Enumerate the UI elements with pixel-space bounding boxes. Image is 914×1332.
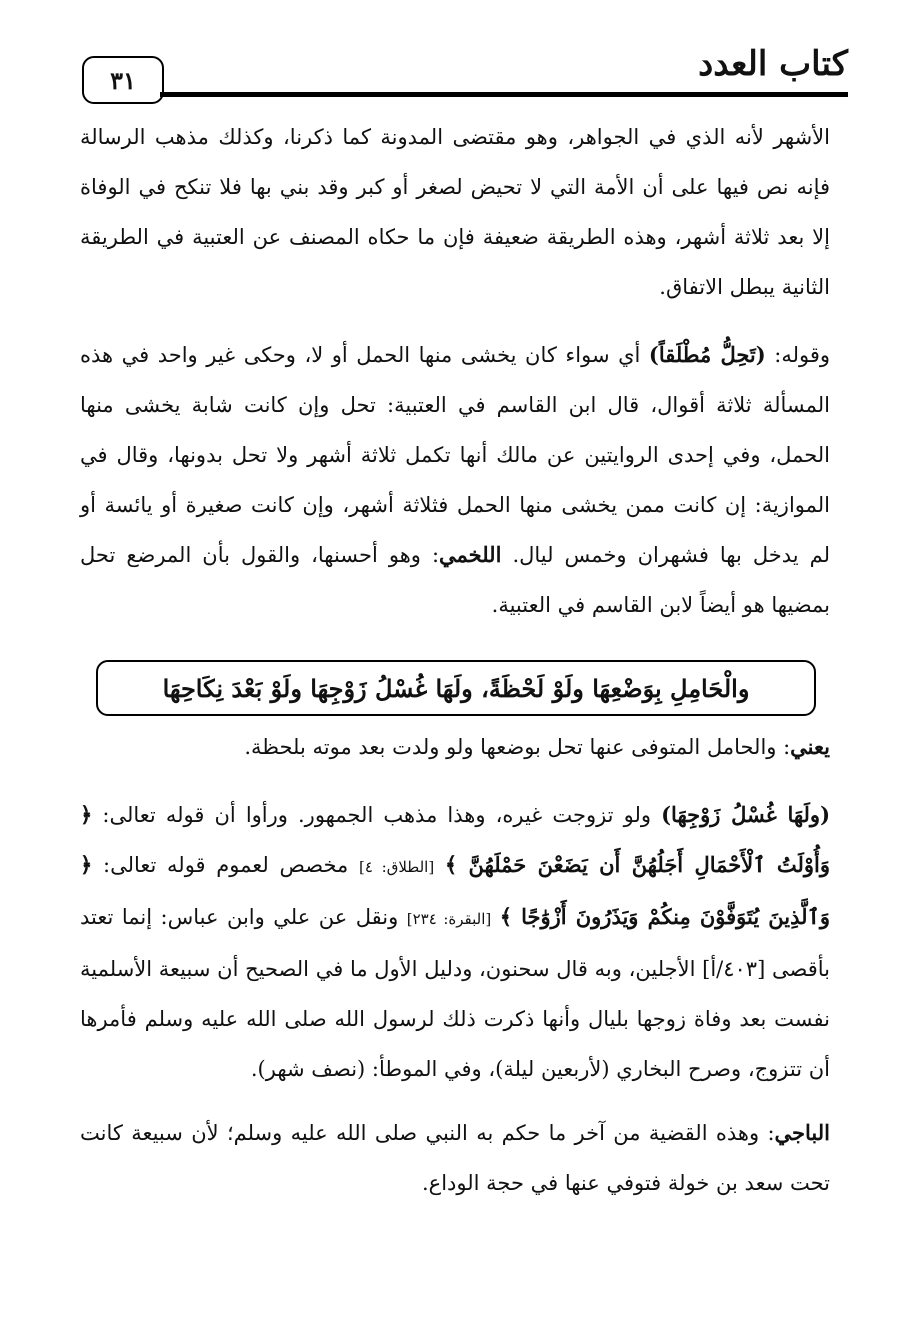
header-rule bbox=[160, 92, 848, 97]
verse-citation-1: [الطلاق: ٤] bbox=[358, 858, 435, 876]
paragraph-4-text-a: ولو تزوجت غيره، وهذا مذهب الجمهور. ورأوا أن قوله تعالى: bbox=[92, 803, 662, 827]
paragraph-3 bbox=[80, 722, 830, 772]
page-number: ٣١ bbox=[110, 65, 136, 95]
paragraph-5 bbox=[80, 1108, 830, 1208]
quran-verse-2: ﴿ وَٱلَّذِينَ يُتَوَفَّوْنَ مِنكُمْ وَيَذَرُونَ أَزْوَٰجًا ﴾ bbox=[80, 852, 830, 929]
matn-quote-2: (ولَهَا غُسْلُ زَوْجِهَا) bbox=[661, 802, 831, 827]
paragraph-5-text: : وهذه القضية من آخر ما حكم به النبي صلى الله عليه وسلم؛ لأن سبيعة كانت تحت سعد بن خولة فتوفي عنها في حجة الوداع. bbox=[80, 1121, 830, 1195]
paragraph-4-text-c: ونقل عن علي وابن عباس: إنما تعتد بأقصى [٤٠٣/أ] الأجلين، وبه قال سحنون، ودليل الأول ما في الصحيح أن سبيعة الأسلمية نفست بعد وفاة زوجها بليال وأنها ذكرت ذلك لرسول الله صلى الله عليه وسلم فأمرها أن تتزوج، وصرح البخاري (لأربعين ليلة)، وفي الموطأ: (نصف شهر). bbox=[80, 905, 830, 1081]
paragraph-4-text-b: مخصص لعموم قوله تعالى: bbox=[92, 853, 359, 877]
book-title: كتاب العدد bbox=[698, 44, 848, 84]
paragraph-3-text: : والحامل المتوفى عنها تحل بوضعها ولو ولدت بعد موته بلحظة. bbox=[244, 735, 791, 759]
paragraph-2 bbox=[80, 330, 830, 630]
matn-box bbox=[96, 660, 816, 716]
matn-quote: (تَحِلُّ مُطْلَقاً) bbox=[648, 342, 766, 367]
scholar-name-baji: الباجي bbox=[774, 1120, 830, 1145]
paragraph-2-text-b: : وهو أحسنها، والقول بأن المرضع تحل بمضيها هو أيضاً لابن القاسم في العتبية. bbox=[80, 543, 830, 617]
paragraph-4 bbox=[80, 790, 830, 1094]
paragraph-1: الأشهر لأنه الذي في الجواهر، وهو مقتضى المدونة كما ذكرنا، وكذلك مذهب الرسالة فإنه نص فيها على أن الأمة التي لا تحيض لصغر أو كبر وقد بني بها فلا تنكح في الوفاة إلا بعد ثلاثة أشهر، وهذه الطريقة ضعيفة فإن ما حكاه المصنف عن العتبية في الطريقة الثانية يبطل الاتفاق. bbox=[80, 125, 830, 299]
scholar-name-lakhmi: اللخمي bbox=[439, 542, 502, 567]
page-number-box bbox=[82, 56, 164, 104]
matn-text: والْحَامِلِ بِوَضْعِهَا ولَوْ لَحْظَةً، ولَهَا غُسْلُ زَوْجِهَا ولَوْ بَعْدَ نِكَاحِهَا bbox=[162, 673, 750, 703]
paragraph-3-lead: يعني bbox=[790, 734, 830, 759]
verse-citation-2: [البقرة: ٢٣٤] bbox=[406, 910, 492, 928]
page-header bbox=[78, 44, 848, 108]
paragraph-2-text-a: أي سواء كان يخشى منها الحمل أو لا، وحكى غير واحد في هذه المسألة ثلاثة أقوال، قال ابن القاسم في العتبية: تحل وإن كانت شابة يخشى منها الحمل، وفي إحدى الروايتين عن مالك أنها تكمل ثلاثة أشهر ولا تحل بدونها، وقال في الموازية: إن كانت ممن يخشى منها الحمل فثلاثة أشهر، وإن كانت صغيرة أو يائسة أو لم يدخل بها فشهران وخمس ليال. bbox=[80, 343, 830, 567]
quran-verse-1: ﴿ وَأُوْلَتُ ٱلْأَحْمَالِ أَجَلُهُنَّ أَن يَضَعْنَ حَمْلَهُنَّ ﴾ bbox=[80, 802, 830, 877]
paragraph-2-lead: وقوله: bbox=[765, 343, 831, 367]
